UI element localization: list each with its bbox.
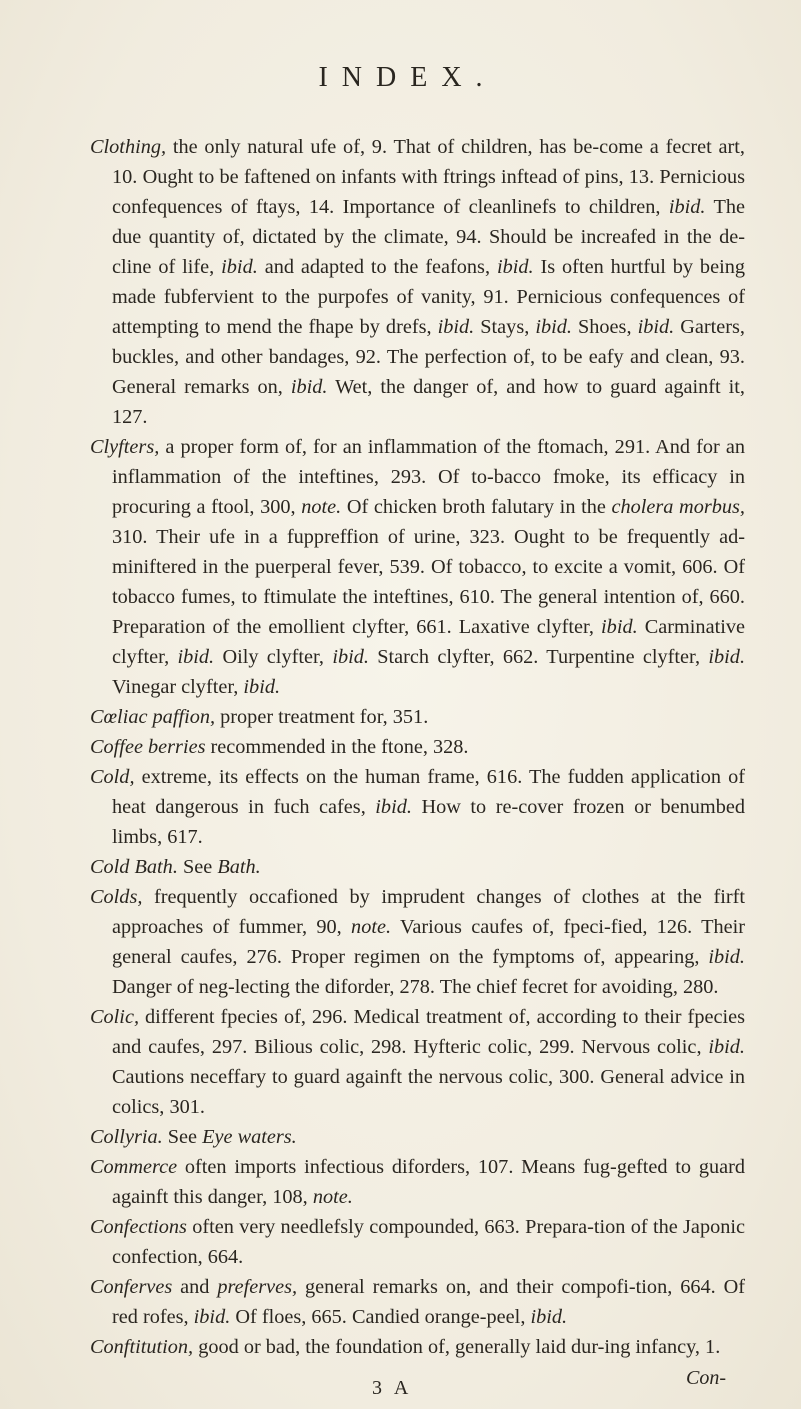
entry-text: Of chicken broth falutary in the — [341, 496, 612, 518]
entry-text: proper treatment for, 351. — [215, 706, 429, 728]
entry-italic-text: note. — [301, 496, 342, 518]
entry-term: Collyria. — [90, 1126, 163, 1148]
entry-term: Cold Bath. — [90, 856, 178, 878]
entry-italic-text: ibid. — [708, 1036, 745, 1058]
entry-italic-text: ibid. — [708, 946, 745, 968]
entry-text: frequently occafioned by imprudent changes of clothes at the firft approaches of fummer, 90, — [112, 886, 745, 938]
entry-term: Confections — [90, 1216, 187, 1238]
entry-text: Starch clyfter, 662. Turpentine clyfter, — [368, 646, 709, 668]
index-entry — [90, 762, 745, 852]
entry-text: general remarks on, and their compofi-tion, 664. Of red rofes, — [112, 1276, 745, 1328]
entry-italic-text: ibid. — [243, 676, 281, 698]
entry-term: Clothing, — [90, 136, 167, 158]
entry-term: Clyfters, — [90, 436, 160, 458]
entry-text: Danger of neg-lecting the diforder, 278. The chief fecret for avoiding, 280. — [112, 976, 719, 998]
entry-text: 310. Their ufe in a fuppreffion of urine, 323. Ought to be frequently ad-miniftered in the puerperal fever, 539. Of tobacco, to excite a vomit, 606. Of tobacco fumes, to ftimulate the inteftines, 610. The general intention of, 660. Preparation of the emollient clyfter, 661. Laxative clyfter, — [112, 526, 745, 638]
entry-text: The due quantity of, dictated by the climate, 94. Should be increafed in the de-cline of life, — [112, 196, 745, 278]
entry-italic-text: ibid. — [601, 616, 638, 638]
entry-italic-text: preferves, — [217, 1276, 298, 1298]
entry-text: and — [172, 1276, 218, 1298]
signature-mark: 3 A — [372, 1377, 413, 1399]
entry-text: extreme, its effects on the human frame, 616. The fudden application of heat dangerous in fuch cafes, — [112, 766, 745, 818]
index-entry — [90, 1152, 745, 1212]
entry-italic-text: ibid. — [708, 646, 746, 668]
index-entry — [90, 702, 745, 732]
entry-italic-text: note. — [312, 1186, 353, 1208]
entry-text: See — [162, 1126, 203, 1148]
entry-text: Of floes, 665. Candied orange-peel, — [230, 1306, 531, 1328]
entry-text: How to re-cover frozen or benumbed limbs, 617. — [112, 796, 745, 848]
index-entries — [90, 132, 745, 1362]
entry-text: good or bad, the foundation of, generally laid dur-ing infancy, 1. — [193, 1336, 721, 1358]
entry-italic-text: ibid. — [496, 256, 534, 278]
entry-text: and adapted to the feafons, — [257, 256, 497, 278]
entry-text: Carminative clyfter, — [112, 616, 745, 668]
entry-italic-text: ibid. — [535, 316, 572, 338]
entry-text: Stays, — [474, 316, 536, 338]
entry-text: Is often hurtful by being made fubfervient to the purpofes of vanity, 91. Pernicious confequences of attempting to mend the fhape by drefs, — [112, 256, 745, 338]
entry-text: Various caufes of, fpeci-fied, 126. Their general caufes, 276. Proper regimen on the fymptoms of, appearing, — [112, 916, 746, 968]
entry-term: Commerce — [90, 1156, 178, 1178]
entry-term: Coffee berries — [90, 736, 206, 758]
entry-text: Shoes, — [571, 316, 638, 338]
entry-text: different fpecies of, 296. Medical treatment of, according to their fpecies and caufes, 297. Bilious colic, 298. Hyfteric colic, 299. Nervous colic, — [112, 1006, 745, 1058]
index-entry — [90, 1002, 745, 1122]
entry-italic-text: ibid. — [290, 376, 328, 398]
entry-text: recommended in the ftone, 328. — [205, 736, 469, 758]
entry-term: Conftitution, — [90, 1336, 194, 1358]
entry-text: Wet, the danger of, and how to guard againft it, 127. — [112, 376, 745, 428]
entry-italic-text: note. — [351, 916, 392, 938]
entry-italic-text: Eye waters. — [202, 1126, 297, 1148]
page-header: INDEX. — [318, 62, 497, 93]
entry-term: Conferves — [90, 1276, 173, 1298]
entry-text: Garters, buckles, and other bandages, 92. The perfection of, to be eafy and clean, 93. General remarks on, — [112, 316, 746, 398]
entry-italic-text: ibid. — [637, 316, 675, 338]
index-entry — [90, 432, 745, 702]
index-entry — [90, 852, 745, 882]
entry-italic-text: ibid. — [668, 196, 706, 218]
entry-italic-text: cholera morbus, — [611, 496, 745, 518]
entry-text: often imports infectious diforders, 107. Means fug-gefted to guard againft this danger, 108, — [112, 1156, 745, 1208]
index-entry — [90, 732, 745, 762]
index-entry — [90, 132, 745, 432]
entry-text: Oily clyfter, — [214, 646, 333, 668]
entry-term: Cold, — [90, 766, 135, 788]
index-entry — [90, 1122, 745, 1152]
index-entry — [90, 1272, 745, 1332]
entry-text: a proper form of, for an inflammation of the ftomach, 291. And for an inflammation of the inteftines, 293. Of to-bacco fmoke, its efficacy in procuring a ftool, 300, — [112, 436, 745, 518]
entry-italic-text: ibid. — [177, 646, 215, 668]
entry-text: often very needlefsly compounded, 663. Prepara-tion of the Japonic confection, 664. — [112, 1216, 745, 1268]
index-entry — [90, 1212, 745, 1272]
entry-italic-text: ibid. — [332, 646, 369, 668]
entry-term: Colic, — [90, 1006, 140, 1028]
entry-text: Vinegar clyfter, — [112, 676, 244, 698]
entry-italic-text: Bath. — [217, 856, 261, 878]
entry-term: Colds, — [90, 886, 143, 908]
entry-text: See — [177, 856, 218, 878]
index-entry — [90, 882, 745, 1002]
entry-term: Cœliac paffion, — [90, 706, 216, 728]
entry-italic-text: ibid. — [437, 316, 475, 338]
entry-italic-text: ibid. — [193, 1306, 231, 1328]
entry-italic-text: ibid. — [375, 796, 412, 818]
entry-italic-text: ibid. — [221, 256, 258, 278]
entry-italic-text: ibid. — [530, 1306, 568, 1328]
entry-text: Cautions neceffary to guard againft the nervous colic, 300. General advice in colics, 301. — [112, 1066, 745, 1118]
index-entry — [90, 1332, 745, 1362]
entry-text: the only natural ufe of, 9. That of children, has be-come a fecret art, 10. Ought to be faftened on infants with ftrings inftead of pins, 13. Pernicious confequences of ftays, 14. Importance of cleanlinefs to children, — [112, 136, 745, 218]
catchword: Con- — [686, 1367, 726, 1389]
